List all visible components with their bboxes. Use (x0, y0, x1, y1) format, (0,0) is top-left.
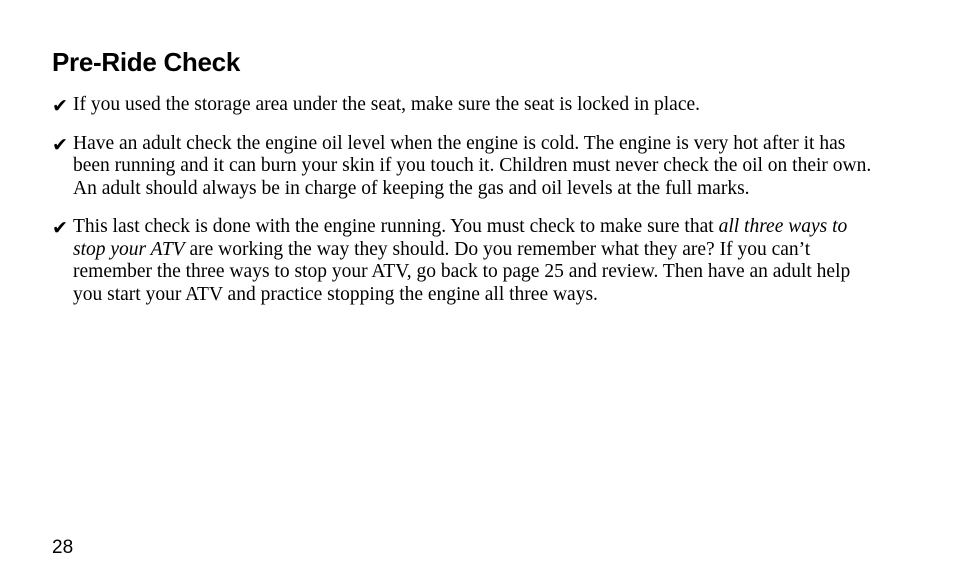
checklist-item-text: Have an adult check the engine oil level when the engine is cold. The engine is very hot after it has been running and it can burn your skin if you touch it. Children must never check the oil on their own. An adult should always be in charge of keeping the gas and oil levels at the full marks. (73, 132, 872, 199)
checklist-item-text: This last check is done with the engine running. You must check to make sure that (73, 216, 719, 237)
checkmark-icon: ✔ (52, 217, 68, 239)
checkmark-icon: ✔ (52, 133, 68, 156)
page-heading: Pre-Ride Check (52, 47, 240, 77)
checklist-item-emphasis: all three ways to stop your ATV (73, 216, 848, 260)
checklist-item-text-continued: are working the way they should. Do you remember what they are? If you can’t remember the three ways to stop your ATV, go back to page 25 and review. Then have an adult help you start your ATV and practice stopping the engine all three ways. (73, 238, 851, 305)
checklist-item (52, 133, 882, 201)
checklist-item (52, 216, 882, 306)
checkmark-icon: ✔ (52, 95, 68, 117)
checklist-item-text: If you used the storage area under the seat, make sure the seat is locked in place. (73, 94, 700, 115)
checklist-item (52, 94, 882, 117)
page-number: 28 (52, 537, 74, 558)
checklist (52, 94, 882, 322)
